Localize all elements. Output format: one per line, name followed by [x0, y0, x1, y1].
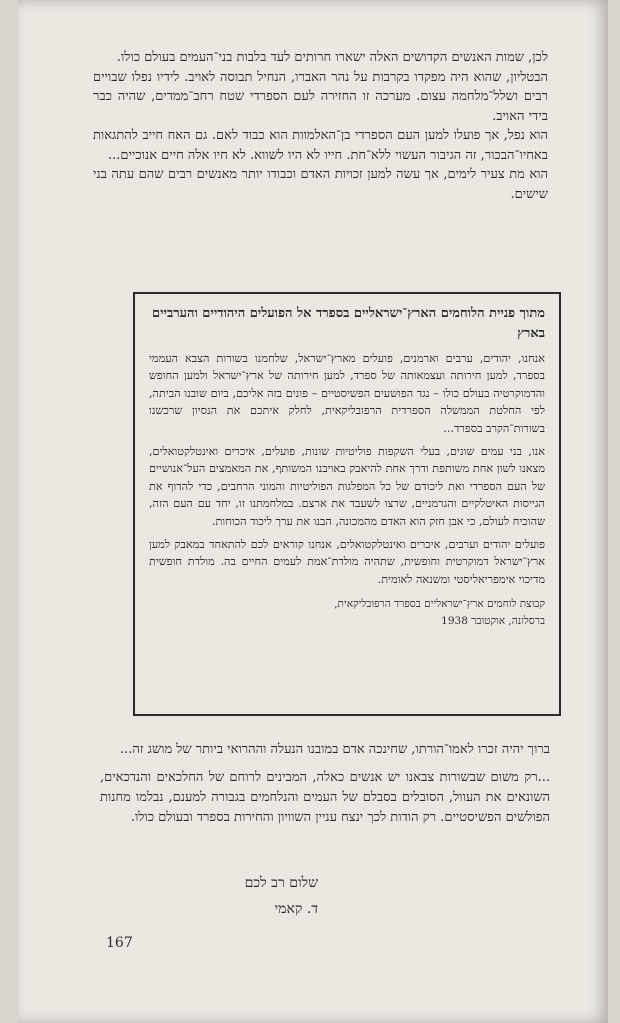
box-paragraph-3: פועלים יהודים וערבים, איכרים ואינטלקטואלים, אנחנו קוראים לכם להתאחד במאבק למען ארץ־ישראל דמוקרטית וחופשית, שתהיה מולדת־אמת לעמים החיים בה. מולדת חופשית מדיכוי אימפריאליסטי ומשנאה לאומית.: [149, 538, 545, 586]
bottom-paragraph-2: ...רק משום שבשורות צבאנו יש אנשים כאלה, המבינים לרוחם של החלכאים והנדכאים, השונאים את העוול, הסובלים בסבלם של העמים והנלחמים בגבורה למענם, נבלמו מחנות הפולשים הפשיסטיים. רק הודות לכך ינצח עניין השוויון והחירות בספרד ובעולם כולו.: [100, 770, 550, 825]
box-signature-line1: קבוצת לוחמים ארץ־ישראליים בספרד הרפובליקאית,: [334, 598, 545, 611]
bottom-text-block: [100, 740, 550, 836]
box-paragraph-2: אנו, בני עמים שונים, בעלי השקפות פוליטיות שונות, פועלים, איכרים ואינטלקטואלים, מצאנו לשון אחת משותפת ודרך אחת להיאבק באויבנו המשותף, את המאמצים העל־אנושיים של העם הספרדי ואת ליכודם של כל המפלגות הפוליטיות והמוני הרחבים, כדי להדוף את הגייסות האיטלקיים והגרמניים, שרצו לשעבד את ארצם. במלחמתנו זו, יחד עם העם הזה, שהוכיח לעולם, כי אבן חזק הוא האדם מהמכונה, הבנו את ערך ליכוד הכוחות.: [149, 445, 545, 528]
closing-greeting: שלום רב לכם: [244, 875, 318, 891]
boxed-appeal: [133, 292, 561, 716]
box-signature-line2: ברסלונה, אוקטובר 1938: [441, 615, 545, 628]
closing-signature: [218, 870, 318, 922]
page-number: 167: [106, 935, 133, 951]
book-page: [18, 0, 608, 1023]
top-text-block: [93, 48, 548, 204]
top-paragraph-2: הבטליון, שהוא היה מפקדו בקרבות על נהר האברו, הנחיל תבוסה לאויב. לידיו נפלו שבויים רבים ושלל־מלחמה עצום. מערכה זו החזירה לעם הספרדי שטח רחב־ממדים, שהיה כבר בידי האויב.: [93, 69, 548, 124]
top-paragraph-1: לכן, שמות האנשים הקדושים האלה ישארו חרותים לעד בלבות בני־העמים בעולם כולו.: [116, 50, 548, 65]
bottom-paragraph-1: ברוך יהיה זכרו לאמו־הורתו, שחינכה אדם במובנו הנעלה וההרואי ביותר של מושג זה...: [120, 742, 550, 757]
top-paragraph-3: הוא נפל, אך פועלו למען העם הספרדי בן־האלמוות הוא כבוד לאם. גם האח חייב להתגאות באחיו־הבכור, זה הגיבור העשוי ללא־חת. חייו לא היו לשווא. לא חיו אלה חיים אנוכיים...: [93, 128, 548, 163]
top-paragraph-4: הוא מת צעיר לימים, אך עשה למען זכויות האדם וכבודו יותר מאנשים רבים שהם עתה בני שישים.: [93, 167, 548, 202]
box-paragraph-1: אנחנו, יהודים, ערבים וארמנים, פועלים מארץ־ישראל, שלחמנו בשורות הצבא העממי בספרד, למען חירותה ועצמאותה של ספרד, למען חירותה של ארץ־ישראל ולמען החופש והדמוקרטיה בעולם כולו – נגד הפושעים הפשיסטיים – פונים בזה אליכם, ביום שובנו הביתה, לפי החלטת הממשלה הספרדית הרפובליקאית, לחלק איתכם את הנסיון שרכשנו בשורות־הקרב בספרד...: [149, 352, 545, 435]
box-title: מתוך פניית הלוחמים הארץ־ישראליים בספרד אל הפועלים היהודיים והערביים בארץ: [152, 306, 545, 341]
closing-name: ד. קאמי: [274, 901, 318, 917]
box-signature: [149, 596, 545, 630]
